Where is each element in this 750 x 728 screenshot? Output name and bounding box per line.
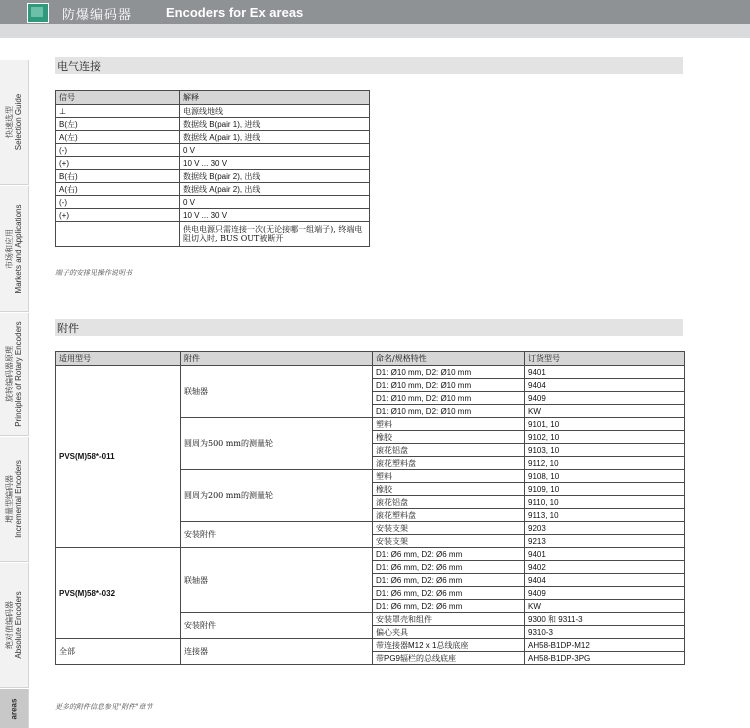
- spec-cell: 偏心夹具: [373, 626, 525, 639]
- table-header-row: [56, 352, 685, 366]
- side-tab-label-en: Principles of Rotary Encoders: [14, 321, 23, 427]
- section-title: 电气连接: [57, 60, 101, 73]
- column-header: 附件: [181, 352, 373, 366]
- spec-cell: 带连接器M12 x 1总线底座: [373, 639, 525, 652]
- side-tab-label-cn: 绝对值编码器: [5, 601, 14, 649]
- accessory-cell: 联轴器: [181, 366, 373, 418]
- order-code-cell: 9101, 10: [525, 418, 685, 431]
- order-code-cell: 9409: [525, 392, 685, 405]
- side-tab-label-en: areas: [9, 698, 19, 719]
- column-header: 信号: [56, 91, 180, 105]
- column-header: 命名/规格特性: [373, 352, 525, 366]
- column-header: 适用型号: [56, 352, 181, 366]
- header-bar: [0, 0, 750, 24]
- side-tab-label-cn: 市场和应用: [5, 228, 14, 269]
- description-cell: 数据线 A(pair 1), 进线: [180, 131, 370, 144]
- header-subbar: [0, 24, 750, 38]
- order-code-cell: 9103, 10: [525, 444, 685, 457]
- section-header-electrical: [55, 57, 683, 74]
- accessory-cell: 圆周为500 mm的测量轮: [181, 418, 373, 470]
- table-row: [56, 131, 370, 144]
- signal-cell: A(右): [56, 183, 180, 196]
- side-tab-selection-guide[interactable]: [0, 60, 29, 185]
- column-header: 解释: [180, 91, 370, 105]
- spec-cell: 橡胶: [373, 431, 525, 444]
- signal-cell: (+): [56, 157, 180, 170]
- order-code-cell: 9401: [525, 366, 685, 379]
- signal-cell: (+): [56, 209, 180, 222]
- side-tab-label-cn: 增量型编码器: [5, 475, 14, 524]
- electrical-connection-table: [55, 90, 370, 247]
- side-tab-absolute[interactable]: [0, 563, 29, 688]
- order-code-cell: 9404: [525, 379, 685, 392]
- order-code-cell: 9404: [525, 574, 685, 587]
- spec-cell: 安装罩壳和组件: [373, 613, 525, 626]
- order-code-cell: 9112, 10: [525, 457, 685, 470]
- table-row: [56, 118, 370, 131]
- side-tab-label-cn: 旋转编码器原理: [5, 346, 14, 403]
- section-header-accessories: [55, 319, 683, 336]
- order-code-cell: 9109, 10: [525, 483, 685, 496]
- description-cell: 数据线 B(pair 2), 出线: [180, 170, 370, 183]
- accessory-cell: 连接器: [181, 639, 373, 665]
- spec-cell: 安装支架: [373, 522, 525, 535]
- spec-cell: 滚花塑料盘: [373, 457, 525, 470]
- table-row: [56, 144, 370, 157]
- order-code-cell: 9401: [525, 548, 685, 561]
- accessories-table: [55, 351, 685, 665]
- spec-cell: 滚花铝盘: [373, 444, 525, 457]
- spec-cell: D1: Ø10 mm, D2: Ø10 mm: [373, 392, 525, 405]
- description-cell: 数据线 B(pair 1), 进线: [180, 118, 370, 131]
- description-cell: 数据线 A(pair 2), 出线: [180, 183, 370, 196]
- order-code-cell: 9108, 10: [525, 470, 685, 483]
- order-code-cell: 9110, 10: [525, 496, 685, 509]
- accessories-note: 更多的附件信息参见"附件"章节: [55, 703, 153, 711]
- section-title: 附件: [57, 322, 79, 335]
- signal-cell: (-): [56, 196, 180, 209]
- side-tab-label-en: Markets and Applications: [14, 204, 23, 293]
- electrical-note: 端子的安排见操作说明书: [55, 269, 132, 277]
- order-code-cell: 9213: [525, 535, 685, 548]
- description-cell: 0 V: [180, 196, 370, 209]
- table-row: [56, 366, 685, 379]
- order-code-cell: AH58-B1DP-3PG: [525, 652, 685, 665]
- signal-cell: [56, 222, 180, 247]
- order-code-cell: 9402: [525, 561, 685, 574]
- order-code-cell: KW: [525, 600, 685, 613]
- page-title-en: Encoders for Ex areas: [166, 5, 304, 20]
- spec-cell: D1: Ø10 mm, D2: Ø10 mm: [373, 366, 525, 379]
- table-row: [56, 183, 370, 196]
- table-row: [56, 639, 685, 652]
- spec-cell: D1: Ø10 mm, D2: Ø10 mm: [373, 405, 525, 418]
- spec-cell: 滚花塑料盘: [373, 509, 525, 522]
- spec-cell: D1: Ø6 mm, D2: Ø6 mm: [373, 548, 525, 561]
- table-row: [56, 222, 370, 247]
- description-cell: 0 V: [180, 144, 370, 157]
- signal-cell: (-): [56, 144, 180, 157]
- side-tab-ex-areas[interactable]: [0, 689, 29, 728]
- side-tab-principles[interactable]: [0, 313, 29, 436]
- signal-cell: ⊥: [56, 105, 180, 118]
- spec-cell: D1: Ø6 mm, D2: Ø6 mm: [373, 600, 525, 613]
- order-code-cell: 9310-3: [525, 626, 685, 639]
- accessory-cell: 联轴器: [181, 548, 373, 613]
- description-cell: 电源线地线: [180, 105, 370, 118]
- description-cell: 10 V ... 30 V: [180, 209, 370, 222]
- table-row: [56, 209, 370, 222]
- spec-cell: D1: Ø6 mm, D2: Ø6 mm: [373, 561, 525, 574]
- description-cell: 供电电源只需连接一次(无论接哪一组端子), 终端电阻切入时, BUS OUT被断开: [180, 222, 370, 247]
- table-row: [56, 105, 370, 118]
- brand-logo-icon: [27, 3, 49, 23]
- order-code-cell: 9203: [525, 522, 685, 535]
- side-tab-label-en: Incremental Encoders: [14, 460, 23, 538]
- accessory-cell: 圆周为200 mm的测量轮: [181, 470, 373, 522]
- accessory-cell: 安装附件: [181, 522, 373, 548]
- spec-cell: D1: Ø10 mm, D2: Ø10 mm: [373, 379, 525, 392]
- side-tab-incremental[interactable]: [0, 437, 29, 562]
- signal-cell: B(左): [56, 118, 180, 131]
- side-tab-label-en: Absolute Encoders: [14, 591, 23, 659]
- page-title-cn: 防爆编码器: [62, 8, 133, 23]
- accessory-cell: 安装附件: [181, 613, 373, 639]
- signal-cell: B(右): [56, 170, 180, 183]
- model-cell: PVS(M)58*-032: [56, 548, 181, 639]
- order-code-cell: 9102, 10: [525, 431, 685, 444]
- order-code-cell: KW: [525, 405, 685, 418]
- spec-cell: D1: Ø6 mm, D2: Ø6 mm: [373, 574, 525, 587]
- order-code-cell: 9300 和 9311-3: [525, 613, 685, 626]
- side-tab-label-en: Selection Guide: [14, 93, 23, 151]
- side-tab-markets[interactable]: [0, 186, 29, 312]
- spec-cell: 塑料: [373, 470, 525, 483]
- spec-cell: 橡胶: [373, 483, 525, 496]
- spec-cell: 带PG9辐栏的总线底座: [373, 652, 525, 665]
- signal-cell: A(左): [56, 131, 180, 144]
- table-header-row: [56, 91, 370, 105]
- table-row: [56, 196, 370, 209]
- table-row: [56, 157, 370, 170]
- spec-cell: 滚花铝盘: [373, 496, 525, 509]
- model-cell: 全部: [56, 639, 181, 665]
- spec-cell: D1: Ø6 mm, D2: Ø6 mm: [373, 587, 525, 600]
- spec-cell: 安装支架: [373, 535, 525, 548]
- order-code-cell: AH58-B1DP-M12: [525, 639, 685, 652]
- order-code-cell: 9409: [525, 587, 685, 600]
- table-row: [56, 170, 370, 183]
- order-code-cell: 9113, 10: [525, 509, 685, 522]
- spec-cell: 塑料: [373, 418, 525, 431]
- column-header: 订货型号: [525, 352, 685, 366]
- model-cell: PVS(M)58*-011: [56, 366, 181, 548]
- side-tab-label-cn: 快速选型: [5, 106, 14, 139]
- table-row: [56, 548, 685, 561]
- description-cell: 10 V ... 30 V: [180, 157, 370, 170]
